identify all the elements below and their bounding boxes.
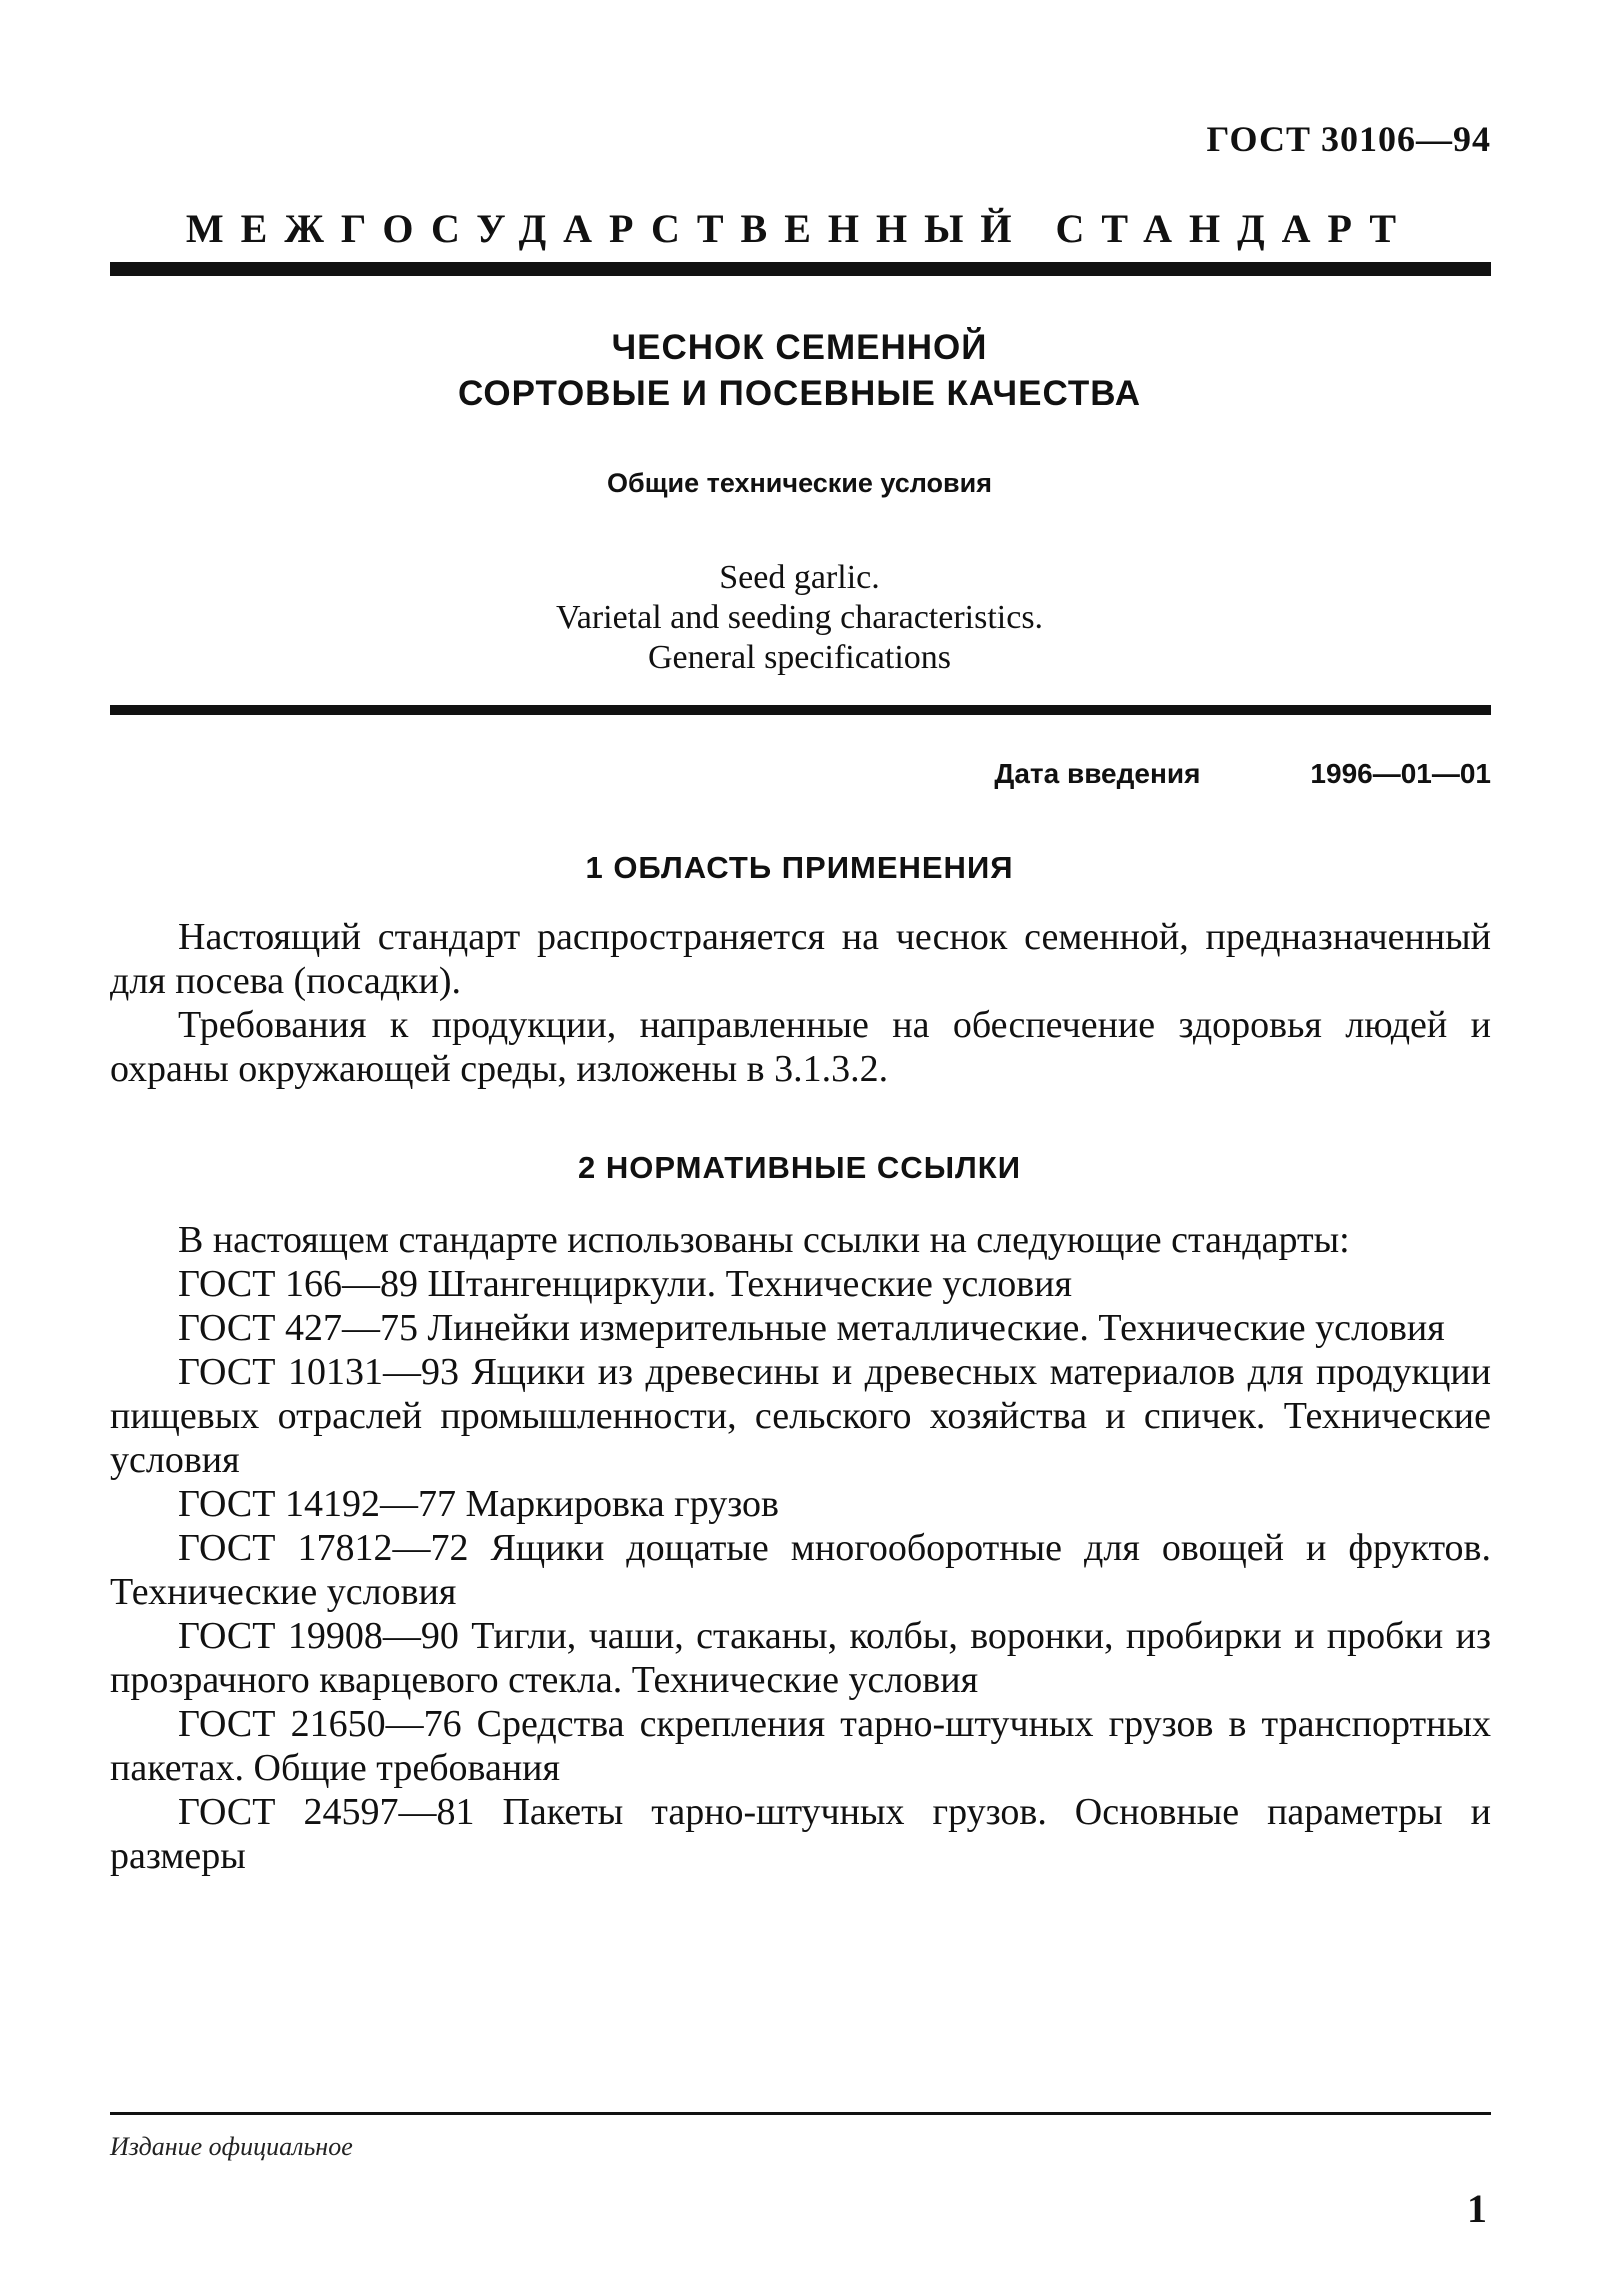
- title-en-line-3: General specifications: [647, 639, 952, 676]
- section-1-heading: 1 ОБЛАСТЬ ПРИМЕНЕНИЯ: [585, 850, 1014, 885]
- title-en-line-2: Varietal and seeding characteristics.: [555, 599, 1044, 636]
- document-code: ГОСТ 30106—94: [1206, 119, 1491, 159]
- normative-reference: ГОСТ 21650—76 Средства скрепления тарно-штучных грузов в транспортных пакетах. Общие требования: [110, 1703, 1491, 1789]
- title-rule: [110, 705, 1491, 715]
- section-2-heading: 2 НОРМАТИВНЫЕ ССЫЛКИ: [578, 1150, 1021, 1185]
- title-ru-line-2: СОРТОВЫЕ И ПОСЕВНЫЕ КАЧЕСТВА: [457, 374, 1142, 413]
- normative-reference: В настоящем стандарте использованы ссылки на следующие стандарты:: [178, 1219, 1350, 1261]
- intro-date-value: 1996—01—01: [1310, 758, 1491, 789]
- normative-reference: ГОСТ 24597—81 Пакеты тарно-штучных грузов. Основные параметры и размеры: [110, 1791, 1491, 1877]
- section-1-paragraph: Настоящий стандарт распространяется на чеснок семенной, предназначенный для посева (посадки).: [110, 916, 1491, 1002]
- page-number: 1: [1467, 2186, 1487, 2231]
- introduction-date: [994, 758, 1491, 790]
- normative-reference: ГОСТ 427—75 Линейки измерительные металлические. Технические условия: [178, 1307, 1445, 1349]
- section-2-body: [110, 1218, 1491, 1878]
- document-subtitle-ru: Общие технические условия: [607, 468, 992, 498]
- section-1-paragraph: Требования к продукции, направленные на обеспечение здоровья людей и охраны окружающей среды, изложены в 3.1.3.2.: [110, 1004, 1491, 1090]
- section-1-body: [110, 915, 1491, 1091]
- normative-reference: ГОСТ 17812—72 Ящики дощатые многооборотные для овощей и фруктов. Технические условия: [110, 1527, 1491, 1613]
- header-rule: [110, 262, 1491, 276]
- normative-reference: ГОСТ 19908—90 Тигли, чаши, стаканы, колбы, воронки, пробирки и пробки из прозрачного кварцевого стекла. Технические условия: [110, 1615, 1491, 1701]
- title-en-line-1: Seed garlic.: [719, 559, 880, 596]
- footer-rule: [110, 2112, 1491, 2115]
- normative-reference: ГОСТ 14192—77 Маркировка грузов: [178, 1483, 779, 1525]
- title-ru-line-1: ЧЕСНОК СЕМЕННОЙ: [611, 328, 988, 367]
- intro-date-label: Дата введения: [994, 758, 1201, 789]
- standard-type-heading: МЕЖГОСУДАРСТВЕННЫЙ СТАНДАРТ: [185, 206, 1414, 251]
- document-title-en: [0, 558, 1599, 678]
- normative-reference: ГОСТ 10131—93 Ящики из древесины и древесных материалов для продукции пищевых отраслей промышленности, сельского хозяйства и спичек. Технические условия: [110, 1351, 1491, 1481]
- normative-reference: ГОСТ 166—89 Штангенциркули. Технические условия: [178, 1263, 1072, 1305]
- document-title-ru: [0, 325, 1599, 417]
- official-edition-note: Издание официальное: [110, 2132, 353, 2161]
